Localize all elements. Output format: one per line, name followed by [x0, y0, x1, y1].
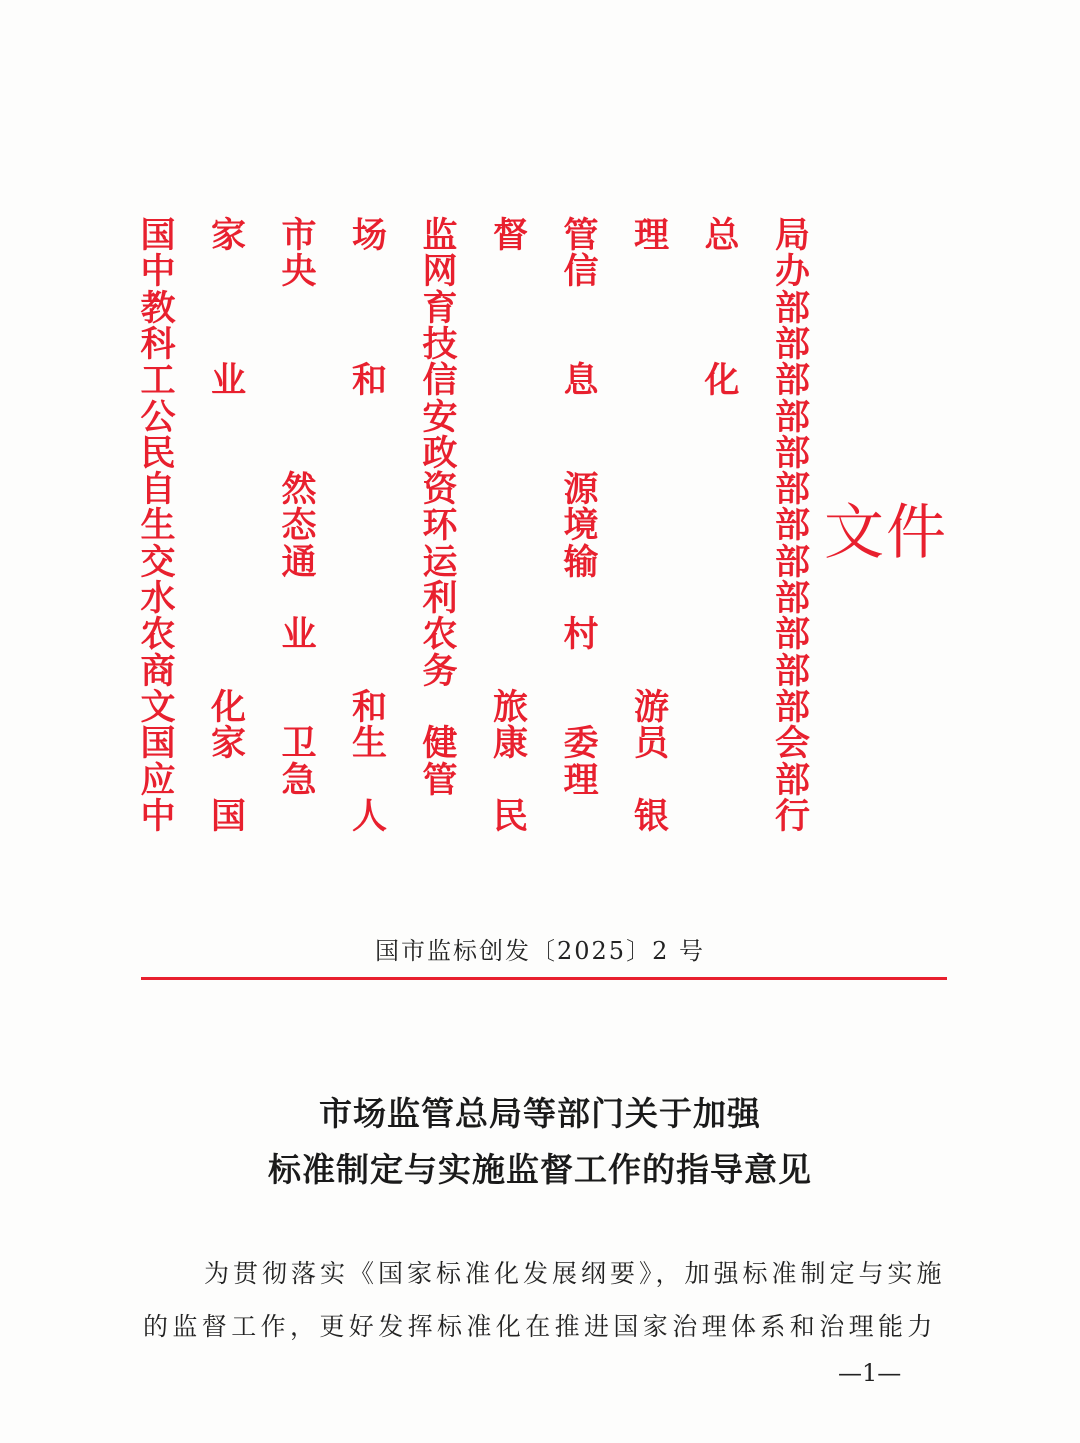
agency-row: [140, 505, 820, 547]
agency-char: 急: [281, 759, 317, 801]
agency-char: 民: [140, 432, 176, 474]
agency-char: 村: [563, 614, 599, 656]
agency-char: 水: [140, 578, 176, 619]
agency-char: 境: [563, 505, 599, 547]
agency-char: 会: [774, 723, 810, 765]
agency-char: 教: [140, 287, 176, 329]
agency-char: 行: [774, 795, 810, 837]
body-paragraph-line-1: 为贯彻落实《国家标准化发展纲要》，加强标准制定与实施: [204, 1259, 946, 1288]
agency-char: 运: [422, 541, 458, 583]
agency-row: [140, 323, 820, 365]
agency-char: 源: [563, 469, 599, 511]
agency-char: 利: [422, 578, 458, 619]
agency-char: 生: [351, 723, 387, 765]
agency-char: 技: [422, 323, 458, 365]
agency-char: 部: [774, 287, 810, 329]
body-paragraph-line-2: 的监督工作，更好发挥标准化在推进国家治理体系和治理能力: [143, 1312, 937, 1341]
agency-char: 部: [774, 432, 810, 474]
agency-char: 中: [140, 251, 176, 293]
agency-char: 然: [281, 469, 317, 511]
agency-row: [140, 396, 820, 438]
agency-char: 部: [774, 541, 810, 583]
agency-char: 信: [422, 360, 458, 402]
document-heading-wenjian: 文件: [824, 498, 948, 568]
agency-char: 管: [563, 215, 599, 256]
agency-char: 部: [774, 759, 810, 801]
agency-row: [140, 795, 820, 837]
agency-char: 安: [422, 396, 458, 438]
agency-row: [140, 469, 820, 511]
agency-char: 监: [422, 215, 458, 256]
agency-char: 部: [774, 323, 810, 365]
agency-row: [140, 215, 820, 256]
agency-char: 自: [140, 469, 176, 511]
document-title-line-2: 标准制定与实施监督工作的指导意见: [268, 1150, 812, 1189]
agency-char: 应: [140, 759, 176, 801]
agency-char: 部: [774, 650, 810, 692]
agency-char: 理: [633, 215, 669, 256]
agency-char: 市: [281, 215, 317, 256]
agency-char: 业: [281, 614, 317, 656]
agency-char: 游: [633, 686, 669, 728]
agency-char: 息: [563, 360, 599, 402]
document-title-line-1: 市场监管总局等部门关于加强: [319, 1094, 761, 1133]
agency-char: 育: [422, 287, 458, 329]
agency-char: 商: [140, 650, 176, 692]
agency-char: 部: [774, 578, 810, 619]
red-separator-line: [141, 977, 947, 980]
agency-row: [140, 432, 820, 474]
agency-char: 公: [140, 396, 176, 438]
agency-char: 国: [140, 723, 176, 765]
agency-char: 家: [210, 723, 246, 765]
agency-char: 业: [210, 360, 246, 402]
agency-row: [140, 541, 820, 583]
agency-row: [140, 614, 820, 656]
agency-char: 部: [774, 505, 810, 547]
agency-char: 民: [492, 795, 528, 837]
agency-row: [140, 650, 820, 692]
agency-char: 央: [281, 251, 317, 293]
agency-char: 办: [774, 251, 810, 293]
agency-char: 工: [140, 360, 176, 402]
agency-row: [140, 251, 820, 293]
agency-char: 局: [774, 215, 810, 256]
agency-char: 通: [281, 541, 317, 583]
agency-char: 输: [563, 541, 599, 583]
agency-char: 政: [422, 432, 458, 474]
agency-char: 生: [140, 505, 176, 547]
agency-char: 环: [422, 505, 458, 547]
agency-row: [140, 287, 820, 329]
agency-char: 农: [140, 614, 176, 656]
agency-char: 银: [633, 795, 669, 837]
agency-char: 管: [422, 759, 458, 801]
agency-row: [140, 723, 820, 765]
agency-row: [140, 759, 820, 801]
agency-char: 科: [140, 323, 176, 365]
agency-char: 理: [563, 759, 599, 801]
agency-char: 中: [140, 795, 176, 837]
agency-char: 信: [563, 251, 599, 293]
agency-char: 文: [140, 686, 176, 728]
document-number: 国市监标创发〔2025〕2 号: [375, 937, 705, 965]
agency-char: 资: [422, 469, 458, 511]
agency-char: 部: [774, 469, 810, 511]
agency-char: 卫: [281, 723, 317, 765]
agency-char: 部: [774, 396, 810, 438]
agency-char: 委: [563, 723, 599, 765]
agency-char: 部: [774, 686, 810, 728]
agency-char: 化: [210, 686, 246, 728]
agency-char: 态: [281, 505, 317, 547]
agency-row: [140, 686, 820, 728]
agency-char: 部: [774, 360, 810, 402]
agency-char: 和: [351, 686, 387, 728]
agency-char: 农: [422, 614, 458, 656]
agency-char: 员: [633, 723, 669, 765]
agency-char: 家: [210, 215, 246, 256]
agency-row: [140, 360, 820, 402]
agency-char: 康: [492, 723, 528, 765]
agency-char: 健: [422, 723, 458, 765]
agency-char: 部: [774, 614, 810, 656]
agency-row: [140, 578, 820, 619]
page-number: —1—: [838, 1359, 902, 1387]
agency-char: 人: [351, 795, 387, 837]
agency-char: 交: [140, 541, 176, 583]
agency-char: 旅: [492, 686, 528, 728]
agency-char: 督: [492, 215, 528, 256]
agency-char: 化: [704, 360, 740, 402]
agency-char: 网: [422, 251, 458, 293]
agency-char: 总: [704, 215, 740, 256]
agency-char: 和: [351, 360, 387, 402]
agency-char: 国: [140, 215, 176, 256]
agency-char: 务: [422, 650, 458, 692]
agency-char: 国: [210, 795, 246, 837]
agency-char: 场: [351, 215, 387, 256]
